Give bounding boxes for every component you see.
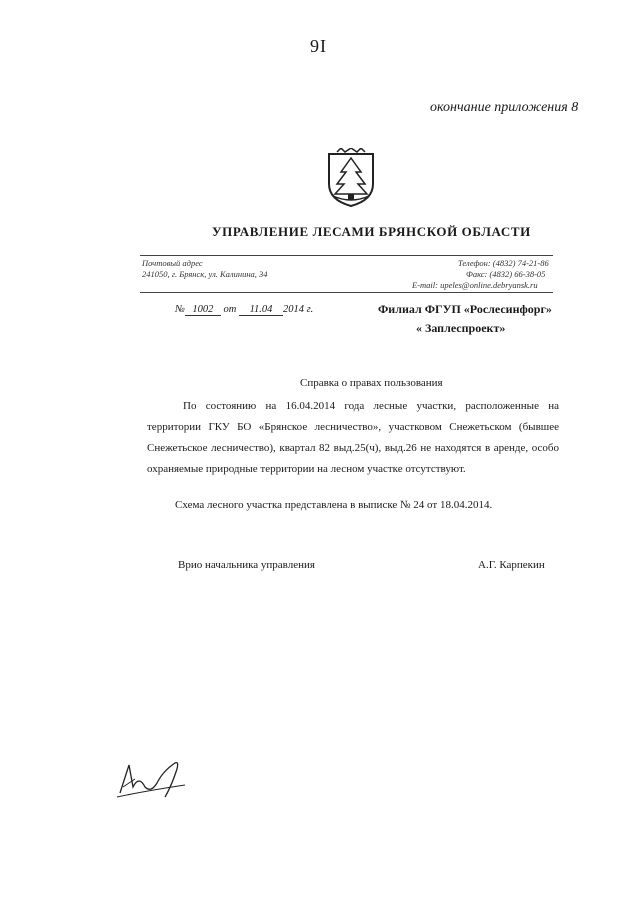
ref-date: 11.04	[239, 304, 283, 316]
address-label: Почтовый адрес	[142, 258, 203, 268]
recipient-line-2: « Заплеспроект»	[416, 321, 506, 335]
email: E-mail: upeles@online.debryansk.ru	[412, 280, 538, 290]
document-paragraph-2: Схема лесного участка представлена в выписке № 24 от 18.04.2014.	[175, 499, 493, 511]
ref-number: 1002	[185, 304, 221, 316]
ref-year: 2014 г.	[283, 304, 314, 315]
paragraph-1-text: По состоянию на 16.04.2014 года лесные участки, расположенные на территории ГКУ БО «Брянское лесничество», участковом Снежетьском (бывшее Снежетьское лесничество), квартал 82 выд.25(ч), выд.26 не находятся в аренде, особо охраняемые природные территории на лесном участке отсутствуют.	[147, 400, 559, 475]
header-rule-top	[140, 255, 553, 256]
document-title: Справка о правах пользования	[300, 377, 443, 389]
ref-from: от	[223, 304, 237, 315]
fax: Факс: (4832) 66-38-05	[466, 269, 546, 279]
handwritten-signature	[115, 757, 195, 802]
postal-address: 241050, г. Брянск, ул. Калинина, 34	[142, 269, 268, 279]
ref-number-prefix: №	[175, 304, 185, 315]
phone: Телефон: (4832) 74-21-86	[458, 258, 549, 268]
appendix-note: окончание приложения 8	[430, 100, 579, 115]
coat-of-arms-icon	[325, 148, 377, 208]
signatory-position: Врио начальника управления	[178, 559, 315, 571]
reference-line	[175, 304, 313, 316]
recipient-line-1: Филиал ФГУП «Рослесинфорг»	[378, 302, 552, 316]
organization-title: УПРАВЛЕНИЕ ЛЕСАМИ БРЯНСКОЙ ОБЛАСТИ	[212, 224, 531, 239]
page-number: 9I	[310, 36, 327, 56]
header-rule-bottom	[140, 292, 553, 293]
signatory-name: А.Г. Карпекин	[478, 559, 545, 571]
document-paragraph-1	[147, 396, 559, 480]
